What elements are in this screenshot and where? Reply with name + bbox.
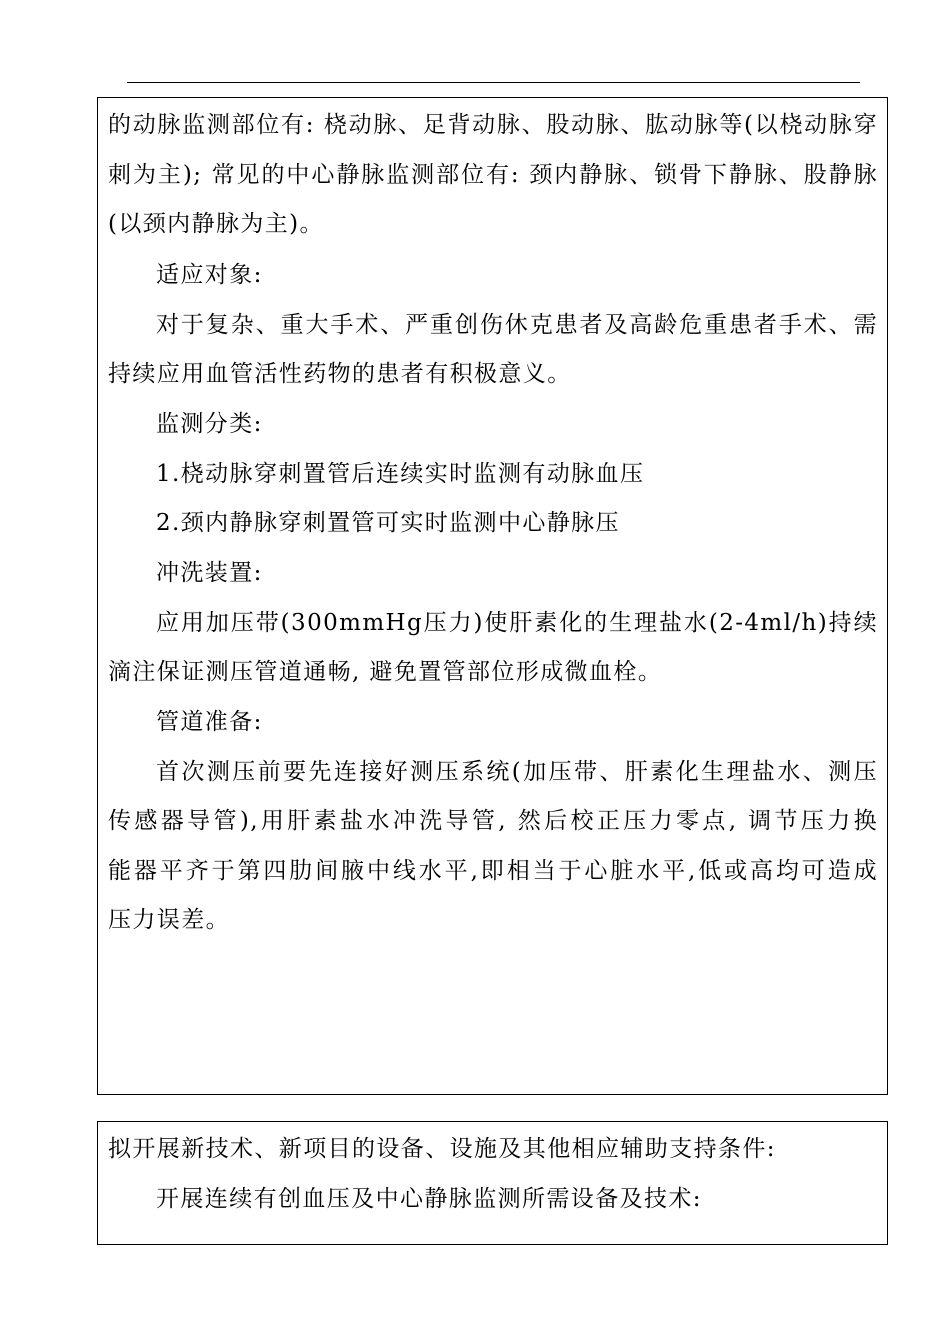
list-item: 2.颈内静脉穿刺置管可实时监测中心静脉压 — [156, 510, 620, 536]
text-line: 的动脉监测部位有: 桡动脉、足背动脉、股动脉、肱动脉等(以桡动脉穿 — [108, 112, 878, 138]
text-line: 持续应用血管活性药物的患者有积极意义。 — [108, 361, 572, 387]
equipment-content — [108, 1125, 878, 1224]
description-box — [97, 97, 888, 1095]
text-line: 传感器导管),用肝素盐水冲洗导管, 然后校正压力零点, 调节压力换 — [108, 808, 878, 834]
text-line: 刺为主); 常见的中心静脉监测部位有: 颈内静脉、锁骨下静脉、股静脉 — [108, 161, 878, 188]
text-line: 应用加压带(300mmHg压力)使肝素化的生理盐水(2-4ml/h)持续 — [156, 609, 878, 636]
equipment-title: 拟开展新技术、新项目的设备、设施及其他相应辅助支持条件: — [108, 1136, 776, 1162]
section-heading-classification: 监测分类: — [156, 411, 263, 437]
section-heading-prep: 管道准备: — [156, 709, 263, 735]
indications-section — [108, 251, 878, 400]
text-line: 开展连续有创血压及中心静脉监测所需设备及技术: — [156, 1185, 702, 1212]
classification-section — [108, 400, 878, 549]
header-rule — [127, 82, 860, 83]
monitoring-sites-paragraph — [108, 101, 878, 250]
text-line: 能器平齐于第四肋间腋中线水平,即相当于心脏水平,低或高均可造成 — [108, 857, 878, 884]
equipment-box — [97, 1121, 888, 1245]
text-line: 压力误差。 — [108, 907, 230, 933]
text-line: 对于复杂、重大手术、严重创伤休克患者及高龄危重患者手术、需 — [156, 311, 878, 338]
section-heading-indications: 适应对象: — [156, 262, 263, 288]
text-line: (以颈内静脉为主)。 — [108, 211, 324, 237]
text-line: 首次测压前要先连接好测压系统(加压带、肝素化生理盐水、测压 — [156, 758, 878, 785]
prep-section — [108, 698, 878, 946]
flush-section — [108, 549, 878, 698]
list-item: 1.桡动脉穿刺置管后连续实时监测有动脉血压 — [156, 460, 645, 487]
section-heading-flush: 冲洗装置: — [156, 560, 263, 586]
text-line: 滴注保证测压管道通畅, 避免置管部位形成微血栓。 — [108, 659, 663, 685]
